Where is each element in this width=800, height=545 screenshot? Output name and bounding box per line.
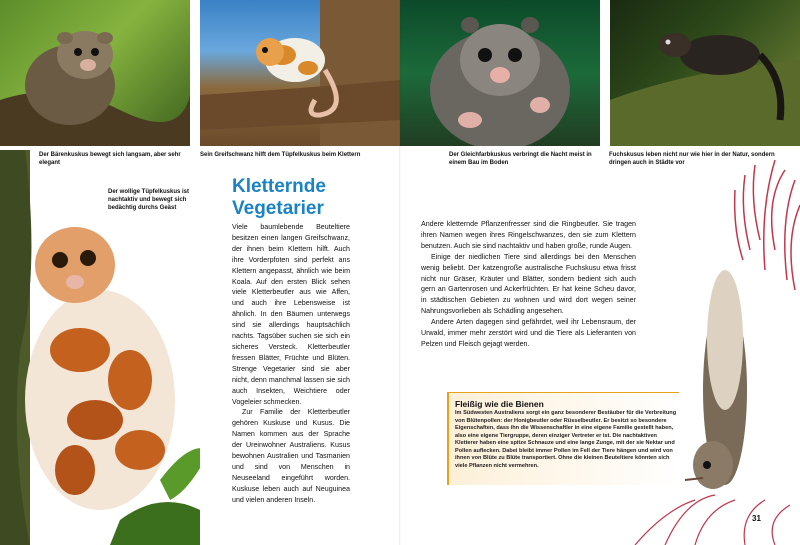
book-gutter	[399, 0, 401, 545]
caption-woolly-cuscus: Der wollige Tüpfelkuskus ist nachtaktiv und bewegt sich bedächtig durchs Geäst	[108, 189, 190, 211]
info-box	[447, 392, 679, 485]
photo-spotted-cuscus-tail	[200, 0, 400, 146]
info-box-text: Im Südwesten Australiens sorgt ein ganz besonderer Bestäuber für die Verbreitung von Blütenpollen: der Honigbeutler oder Rüsselbeutler. Er besitzt so besondere Eigenschaften, dass ihn die Wissenschaftler in eine eigene Familie gestellt haben, also eine eigene Tiergruppe, deren einziger Vertreter er ist. Die nachtaktiven Kletterer haben eine spitze Schnauze und eine lange Zunge, mit der sie Nektar und Pollen auflecken. Dabei bleibt immer Pollen im Fell der Tiere hängen und wird von ihnen von Blüte zu Blüte transportiert. Ohne die kleinen Beuteltiere könnten sich viele Pflanzen nicht vermehren.	[455, 410, 677, 469]
photo-honey-possum	[575, 160, 800, 545]
col1-paragraph-2: Zur Familie der Kletterbeutler gehören Kuskuse und Kusus. Die Namen kommen aus der Sprache der Ureinwohner Australiens. Kusus bewohnen Australien und Tasmanien und sind von Menschen in Neuseeland eingeführt worden. Kuskuse leben auch auf Neuguinea und vielen anderen Inseln.	[232, 408, 350, 504]
col2-paragraph-2: Einige der niedlichen Tiere sind allerdings bei den Menschen wenig beliebt. Der katzengroße australische Fuchskusu etwa frisst nicht nur Gräser, Kräuter und Blätter, sondern bedient sich auch gern an Gartenrosen und Ackerfrüchten. Er hat keine Scheu davor, in städtischen Gebieten zu wohnen und wird dort wegen seiner Nahrungsvorlieben als Schädling angesehen.	[421, 252, 636, 316]
photo-ground-cuscus	[400, 0, 600, 146]
photo-bear-cuscus	[0, 0, 190, 146]
col1-paragraph-1: Viele baumlebende Beuteltiere besitzen einen langen Greifschwanz, der ihnen beim Klettern hilft. Auch ihre Vorderpfoten sind perfekt ans Klettern angepasst, ähnlich wie beim Koala. Auf den ersten Blick sehen viele Kletterbeutler aus wie Affen, und auch ihre Lebensweise ist ähnlich. In den Bäumen unterwegs sind sie allerdings hauptsächlich nachts. Tagsüber suchen sie sich ein sicheres Versteck. Kletterbeutler fressen Blätter, Früchte und Blüten. Strenge Vegetarier sind sie aber nicht, denn manchmal lassen sie sich auch Insekten, Weichtiere oder Vogeleier schmecken.	[232, 223, 350, 406]
col2-paragraph-1: Andere kletternde Pflanzenfresser sind die Ringbeutler. Sie tragen ihren Namen wegen ihres Ringelschwanzes, den sie zum Klettern benutzen. Auch sie sind nachtaktiv und haben große, runde Augen.	[421, 220, 636, 250]
col2-paragraph-3: Andere Arten dagegen sind gefährdet, weil ihr Lebensraum, der Urwald, immer mehr zerstört wird und die Tiere als Lieferanten von Pelzen und Fleisch gejagt werden.	[421, 318, 636, 348]
page-number-left: 30	[38, 514, 47, 523]
caption-spotted-tail: Sein Greifschwanz hilft dem Tüpfelkuskus beim Klettern	[200, 152, 361, 158]
text-column-2	[421, 219, 636, 350]
page-number-right: 31	[752, 514, 761, 523]
page-title	[232, 176, 392, 220]
caption-bear-cuscus: Der Bärenkuskus bewegt sich langsam, aber sehr elegant	[39, 152, 181, 166]
text-column-1	[232, 222, 350, 506]
title-line-2: Vegetarier	[232, 198, 324, 219]
info-box-title: Fleißig wie die Bienen	[455, 399, 544, 409]
caption-fox-cuscus: Fuchskusus leben nicht nur wie hier in der Natur, sondern dringen auch in Städte vor	[609, 152, 775, 166]
photo-fox-cuscus	[610, 0, 800, 146]
title-line-1: Kletternde	[232, 176, 326, 197]
caption-ground-cuscus: Der Gleichfarbkuskus verbringt die Nacht meist in einem Bau im Boden	[449, 152, 592, 166]
